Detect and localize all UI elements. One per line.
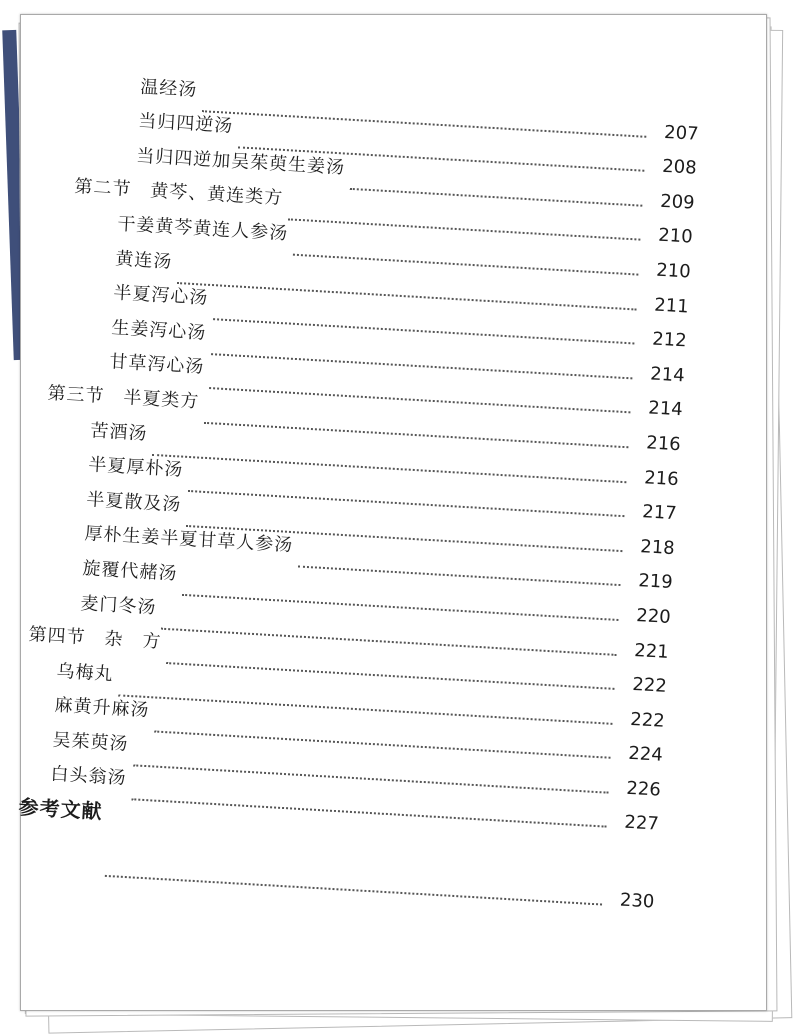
- toc-entry-title: 第三节 半夏类方: [46, 382, 200, 413]
- toc-page-number: 210: [657, 225, 694, 248]
- toc-entry-title: 半夏散及汤: [85, 488, 182, 516]
- toc-page-number: 211: [653, 294, 690, 318]
- toc-entry-title: 半夏泻心汤: [112, 282, 209, 309]
- toc-entry-title: 温经汤: [139, 76, 198, 101]
- toc-page-number: 220: [635, 604, 672, 628]
- toc-entry-title: 生姜泻心汤: [110, 317, 207, 344]
- toc-page-number: 218: [639, 535, 676, 559]
- toc-entry-title: 当归四逆加吴茱萸生姜汤: [135, 145, 346, 179]
- toc-entry-title: 甘草泻心汤: [108, 351, 205, 379]
- toc-entry-title: 当归四逆汤: [137, 110, 234, 138]
- toc-entry-title: 干姜黄芩黄连人参汤: [116, 213, 289, 245]
- toc-page-number: 226: [625, 777, 662, 801]
- toc-page-number: 227: [623, 812, 660, 836]
- toc-page-number: 221: [633, 639, 670, 663]
- toc-page-number: 216: [645, 432, 682, 456]
- toc-entry-title: 白头翁汤: [49, 764, 128, 790]
- toc-page-number: 222: [629, 708, 666, 732]
- toc-page-number: 222: [631, 674, 668, 697]
- toc-page-number: 210: [655, 259, 692, 283]
- toc-page-number: 214: [647, 397, 684, 421]
- dot-leader: [105, 875, 602, 906]
- toc-page-number: 208: [661, 155, 698, 179]
- toc-entry-title: 吴茱萸汤: [51, 729, 130, 755]
- toc-entry-title: 苦酒汤: [89, 419, 148, 445]
- toc-entry-title: 旋覆代赭汤: [81, 557, 178, 585]
- toc-page-number: 207: [663, 121, 700, 145]
- toc-page-number: 212: [651, 328, 688, 352]
- toc-page-number: 216: [643, 466, 680, 490]
- toc-entry-title: 第二节 黄芩、黄连类方: [73, 176, 284, 210]
- toc-page-number: 209: [659, 190, 696, 214]
- toc-entry-title: 黄连汤: [114, 248, 173, 273]
- toc-page-number: 217: [641, 501, 678, 525]
- toc-entry-title: 乌梅丸: [55, 660, 115, 685]
- toc-page-number: 224: [627, 743, 664, 767]
- table-of-contents: [15, 73, 700, 913]
- toc-entry-title: 半夏厚朴汤: [87, 454, 184, 481]
- toc-entry-title: 第四节 杂 方: [28, 624, 162, 653]
- toc-entry-title: 厚朴生姜半夏甘草人参汤: [83, 523, 294, 557]
- toc-page-number: 230: [619, 890, 655, 913]
- toc-page-number: 214: [649, 363, 686, 387]
- toc-entry-title: 麦门冬汤: [79, 592, 158, 618]
- toc-entry-title: 参考文献: [17, 795, 104, 825]
- toc-entry-title: 麻黄升麻汤: [53, 694, 151, 722]
- toc-page-number: 219: [637, 570, 674, 594]
- toc-page: [17, 14, 767, 1011]
